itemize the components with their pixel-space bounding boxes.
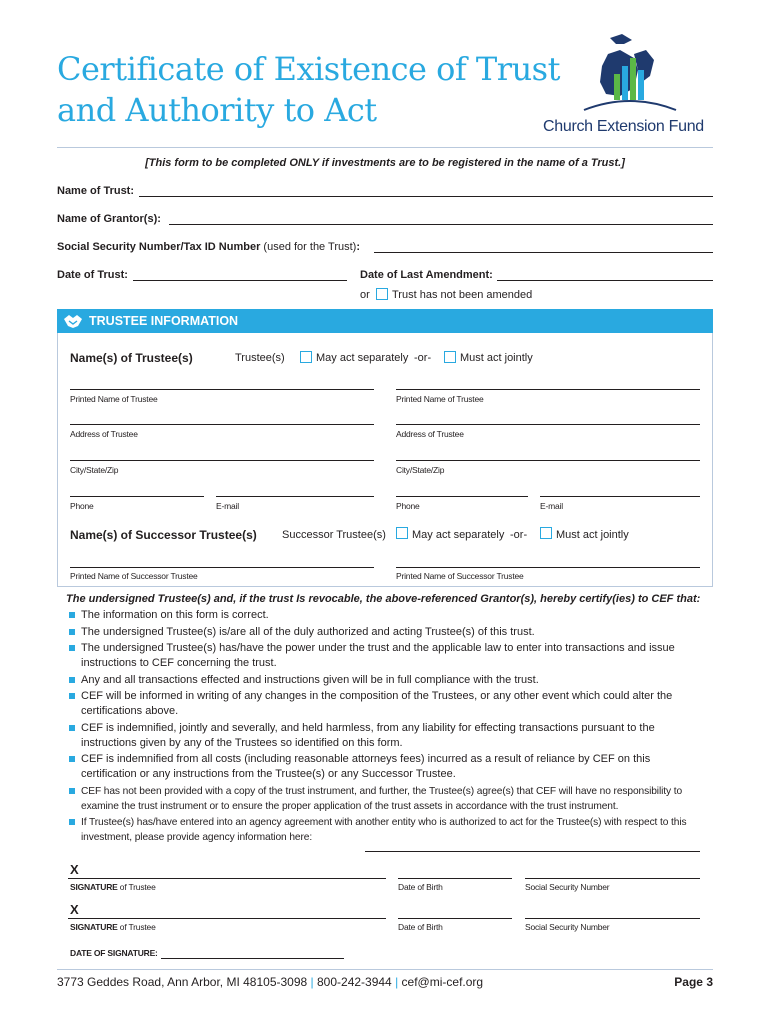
date-of-trust-label: Date of Trust: <box>57 269 128 281</box>
signature2-input[interactable] <box>68 918 386 919</box>
certification-item: The undersigned Trustee(s) has/have the power under the trust and the applicable law to enter into transactions and issue instructions to CEF concerning the trust. <box>66 641 706 671</box>
date-last-amendment-input[interactable] <box>497 280 713 281</box>
dob1-input[interactable] <box>398 878 512 879</box>
ssn-note: (used for the Trust) <box>263 241 357 253</box>
trustee2-name-input[interactable] <box>396 389 700 390</box>
certification-item: CEF will be informed in writing of any changes in the composition of the Trustees, or any other event which could alter the certifications above. <box>66 689 706 719</box>
trustee1-email-input[interactable] <box>216 496 374 497</box>
name-of-grantor-label: Name of Grantor(s): <box>57 213 161 225</box>
form-title-line2: and Authority to Act <box>57 91 377 129</box>
successor-heading: Name(s) of Successor Trustee(s) <box>70 528 257 542</box>
successor-label: Successor Trustee(s) <box>282 529 386 541</box>
header-divider <box>57 147 713 148</box>
date-of-signature-input[interactable] <box>161 958 344 959</box>
trustee-info-header <box>57 309 713 333</box>
trustee1-email-caption: E-mail <box>216 501 239 511</box>
signature-x-mark: X <box>70 902 79 917</box>
trustee2-name-caption: Printed Name of Trustee <box>396 394 484 404</box>
cef-logo <box>540 32 718 137</box>
not-amended-label: Trust has not been amended <box>392 289 533 301</box>
signature-bold: SIGNATURE <box>70 922 118 932</box>
form-title-line1: Certificate of Existence of Trust <box>57 50 560 88</box>
certification-item: If Trustee(s) has/have entered into an agency agreement with another entity who is authorized to act for the Trustee(s) with respect to this investment, please provide agency information here: <box>66 815 706 845</box>
trustee-info-title: TRUSTEE INFORMATION <box>89 314 239 328</box>
signature-rest: of Trustee <box>117 882 156 892</box>
trustee1-phone-caption: Phone <box>70 501 94 511</box>
trustee2-address-caption: Address of Trustee <box>396 429 464 439</box>
form-title <box>57 49 560 131</box>
certification-item: CEF is indemnified, jointly and severally, and held harmless, from any liability for effecting transactions pursuant to the instructions given by any of the Trustees so identified on this form. <box>66 721 706 751</box>
trustee2-phone-caption: Phone <box>396 501 420 511</box>
act-separately-label: May act separately <box>316 352 409 364</box>
michigan-map-building-icon <box>580 32 680 114</box>
footer-email: cef@mi-cef.org <box>401 975 484 989</box>
signature1-input[interactable] <box>68 878 386 879</box>
ssn-label-text: Social Security Number/Tax ID Number <box>57 241 261 253</box>
trustee1-name-caption: Printed Name of Trustee <box>70 394 158 404</box>
certification-heading: The undersigned Trustee(s) and, if the trust Is revocable, the above-referenced Grantor(s), hereby certify(ies) to CEF that: <box>66 593 701 605</box>
trustee2-phone-input[interactable] <box>396 496 528 497</box>
successor1-name-caption: Printed Name of Successor Trustee <box>70 571 198 581</box>
ssn1-caption: Social Security Number <box>525 882 610 892</box>
act-jointly-checkbox[interactable] <box>444 351 456 363</box>
not-amended-checkbox[interactable] <box>376 288 388 300</box>
trustee1-city-input[interactable] <box>70 460 374 461</box>
signature-rest: of Trustee <box>117 922 156 932</box>
ssn-tax-id-input[interactable] <box>374 252 713 253</box>
ssn2-input[interactable] <box>525 918 700 919</box>
trustee2-email-caption: E-mail <box>540 501 563 511</box>
trustee2-city-input[interactable] <box>396 460 700 461</box>
footer-separator: | <box>395 975 399 989</box>
trustees-label: Trustee(s) <box>235 352 285 364</box>
successor-act-separately-label: May act separately <box>412 529 505 541</box>
trustee1-name-input[interactable] <box>70 389 374 390</box>
trustee2-address-input[interactable] <box>396 424 700 425</box>
or-separator: -or- <box>414 352 432 364</box>
footer-address: 3773 Geddes Road, Ann Arbor, MI 48105-3098 <box>57 975 308 989</box>
successor-or-separator: -or- <box>510 529 528 541</box>
trustee1-address-caption: Address of Trustee <box>70 429 138 439</box>
trustee2-city-caption: City/State/Zip <box>396 465 445 475</box>
footer-contact <box>57 975 483 989</box>
name-of-trust-label: Name of Trust: <box>57 185 135 197</box>
certification-list <box>66 608 706 847</box>
successor-act-separately-checkbox[interactable] <box>396 527 408 539</box>
ssn-colon: : <box>356 241 361 253</box>
footer-phone: 800-242-3944 <box>317 975 392 989</box>
certification-item: CEF has not been provided with a copy of the trust instrument, and further, the Trustee(s) agree(s) that CEF will have no responsibility to examine the trust instrument or to ensure the proper application of the trust assets in accordance with the trust instrument. <box>66 784 706 814</box>
successor2-name-caption: Printed Name of Successor Trustee <box>396 571 524 581</box>
name-of-grantor-input[interactable] <box>169 224 713 225</box>
certification-item: The undersigned Trustee(s) is/are all of the duly authorized and acting Trustee(s) of this trust. <box>66 625 706 640</box>
trustee2-email-input[interactable] <box>540 496 700 497</box>
signature1-caption <box>70 882 156 892</box>
dob2-input[interactable] <box>398 918 512 919</box>
ssn1-input[interactable] <box>525 878 700 879</box>
dob2-caption: Date of Birth <box>398 922 443 932</box>
footer-divider <box>57 969 713 970</box>
agency-info-input[interactable] <box>365 851 700 852</box>
act-jointly-label: Must act jointly <box>460 352 533 364</box>
signature2-caption <box>70 922 156 932</box>
trustees-heading: Name(s) of Trustee(s) <box>70 351 193 365</box>
successor2-name-input[interactable] <box>396 567 700 568</box>
ssn-tax-id-label <box>57 241 360 253</box>
certification-item: The information on this form is correct. <box>66 608 706 623</box>
dob1-caption: Date of Birth <box>398 882 443 892</box>
or-label: or <box>360 289 370 301</box>
name-of-trust-input[interactable] <box>139 196 713 197</box>
date-of-trust-input[interactable] <box>133 280 347 281</box>
logo-text: Church Extension Fund <box>543 118 704 135</box>
trustee1-address-input[interactable] <box>70 424 374 425</box>
successor-act-jointly-label: Must act jointly <box>556 529 629 541</box>
signature-x-mark: X <box>70 862 79 877</box>
certification-item: CEF is indemnified from all costs (including reasonable attorneys fees) incurred as a result of reliance by CEF on this certification or any instructions from the Trustee(s) or any Successor Trustee. <box>66 752 706 782</box>
act-separately-checkbox[interactable] <box>300 351 312 363</box>
certification-item: Any and all transactions effected and instructions given will be in full compliance with the trust. <box>66 673 706 688</box>
trustee1-phone-input[interactable] <box>70 496 204 497</box>
page-number: Page 3 <box>674 975 713 989</box>
date-last-amendment-label: Date of Last Amendment: <box>360 269 493 281</box>
intro-note: [This form to be completed ONLY if investments are to be registered in the name of a Trust.] <box>145 157 625 169</box>
date-of-signature-label: DATE OF SIGNATURE: <box>70 948 158 958</box>
successor-act-jointly-checkbox[interactable] <box>540 527 552 539</box>
signature-bold: SIGNATURE <box>70 882 118 892</box>
ssn2-caption: Social Security Number <box>525 922 610 932</box>
footer-separator: | <box>310 975 314 989</box>
trustee1-city-caption: City/State/Zip <box>70 465 119 475</box>
successor1-name-input[interactable] <box>70 567 374 568</box>
handshake-icon <box>63 312 83 330</box>
